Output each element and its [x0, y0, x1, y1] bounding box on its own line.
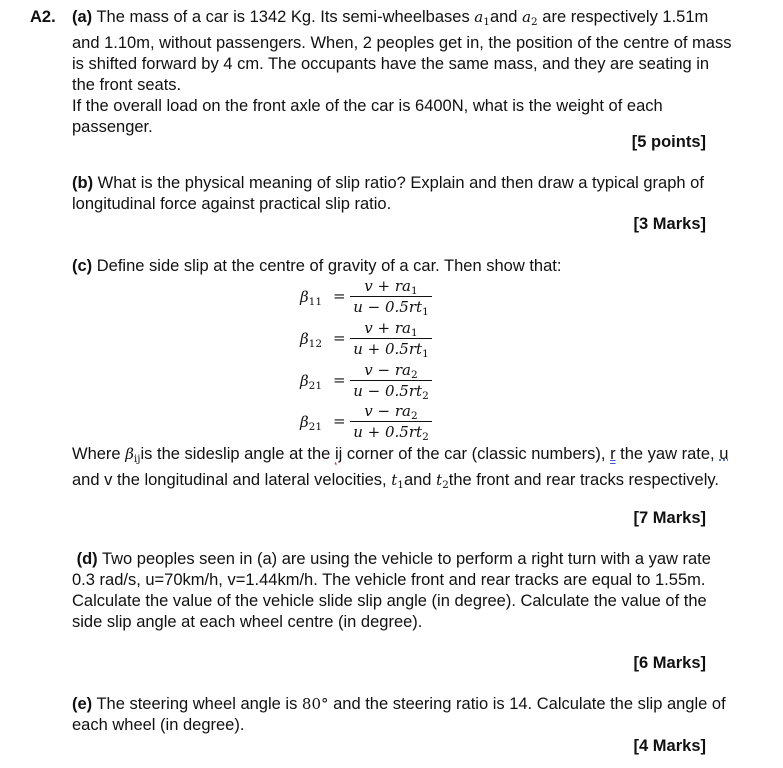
part-b-label: (b) — [72, 174, 94, 192]
equation-fraction — [348, 318, 434, 359]
part-c-where-paragraph: Where $\beta_{ij}is$ the sideslip angle at the ij corner of the car (classic numbers), r the yaw rate, u and v the longitudinal and lateral velocities, $t_1and$ $t_2the$ front and rear tracks respectively. — [72, 445, 729, 491]
equation-lhs: $\beta_{11}$ — [300, 288, 323, 308]
part-c-paragraph — [72, 256, 732, 277]
word-u: u — [719, 445, 729, 463]
part-c-intro-text: Define side slip at the centre of gravity of a car. Then show that: — [92, 257, 562, 275]
part-b-text: What is the physical meaning of slip ratio? Explain and then draw a typical graph of longitudinal force against practical slip ratio. — [72, 174, 704, 213]
equals-sign: = — [333, 412, 346, 430]
symbol-a2-sub: 2 — [531, 16, 538, 28]
denominator: $u + 0.5rt_1$ — [353, 340, 429, 360]
part-c-label: (c) — [72, 257, 93, 275]
part-a-text2: are respectively 1.51m and 1.10m, without passengers. When, 2 peoples get in, the position of the centre of mass is shifted forward by 4 cm. The occupants have the same mass, and they are seating in the front seats. — [72, 8, 732, 94]
part-c-definitions — [72, 444, 732, 496]
equation-beta-11 — [300, 276, 460, 318]
numerator: $v - ra_2$ — [364, 361, 418, 381]
equals-sign: = — [333, 287, 346, 305]
equation-beta-12 — [300, 318, 460, 360]
part-e-label: (e) — [72, 695, 93, 713]
equation-beta-21-b — [300, 401, 460, 443]
numerator: $v + ra_1$ — [364, 277, 418, 297]
part-a-text1: The mass of a car is 1342 Kg. Its semi-wheelbases — [92, 8, 475, 26]
symbol-t2: t — [436, 471, 443, 489]
word-ij: ij — [334, 445, 343, 463]
part-a-question: If the overall load on the front axle of the car is 6400N, what is the weight of each passenger. — [72, 97, 663, 136]
part-e — [72, 694, 732, 736]
part-a-paragraph — [72, 7, 732, 96]
equals-sign: = — [333, 329, 346, 347]
symbol-t1: t — [391, 471, 398, 489]
part-d-label: (d) — [76, 550, 98, 568]
symbol-beta: β — [125, 445, 134, 463]
numerator: $v - ra_2$ — [364, 402, 418, 422]
part-b-paragraph — [72, 173, 732, 215]
equation-lhs: $\beta_{21}$ — [300, 413, 323, 433]
denominator: $u - 0.5rt_1$ — [353, 298, 429, 318]
part-a-and: and — [489, 8, 523, 26]
equation-lhs: $\beta_{21}$ — [300, 372, 323, 392]
part-e-marks: [4 Marks] — [633, 737, 706, 755]
part-e-text2: and the steering ratio is 14. Calculate the slip angle of each wheel (in degree). — [72, 695, 726, 734]
equation-fraction — [348, 360, 434, 401]
equals-sign: = — [333, 371, 346, 389]
symbol-a2: a — [522, 8, 532, 26]
part-d-text1: Two peoples seen in (a) are using the vehicle to perform a right turn with a yaw rate 0.3 rad/s, u=70km/h, v=1.44km/h. The vehicle front and rear tracks are equal to 1.55m. — [72, 550, 711, 589]
symbol-beta-sub: ij — [133, 453, 141, 465]
part-b-marks: [3 Marks] — [633, 215, 706, 233]
part-d — [72, 549, 732, 633]
equation-beta-21-a — [300, 360, 460, 402]
part-e-paragraph — [72, 694, 732, 736]
part-d-marks: [6 Marks] — [633, 654, 706, 672]
equation-fraction — [348, 276, 434, 317]
part-c-marks: [7 Marks] — [633, 509, 706, 527]
numerator: $v + ra_1$ — [364, 319, 418, 339]
part-a-marks: [5 points] — [631, 133, 706, 151]
part-c-intro — [72, 256, 732, 277]
equation-fraction — [348, 401, 434, 442]
symbol-t1-sub: 1 — [397, 479, 404, 491]
equation-lhs: $\beta_{12}$ — [300, 330, 323, 350]
word-r: r — [610, 445, 616, 463]
symbol-a1: a — [474, 8, 484, 26]
part-d-question: Calculate the value of the vehicle slide slip angle (in degree). Calculate the value of the side slip angle at each wheel centre (in degree). — [72, 592, 707, 631]
part-b — [72, 173, 732, 215]
part-a-label: (a) — [72, 8, 93, 26]
question-number: A2. — [30, 8, 56, 26]
denominator: $u + 0.5rt_2$ — [353, 423, 429, 443]
part-e-text1: The steering wheel angle is — [92, 695, 302, 713]
symbol-t2-sub: 2 — [442, 479, 449, 491]
denominator: $u - 0.5rt_2$ — [353, 382, 429, 402]
steering-angle: 80° — [301, 695, 329, 713]
part-a — [72, 7, 732, 138]
symbol-a1-sub: 1 — [483, 16, 490, 28]
part-d-paragraph — [72, 549, 732, 591]
